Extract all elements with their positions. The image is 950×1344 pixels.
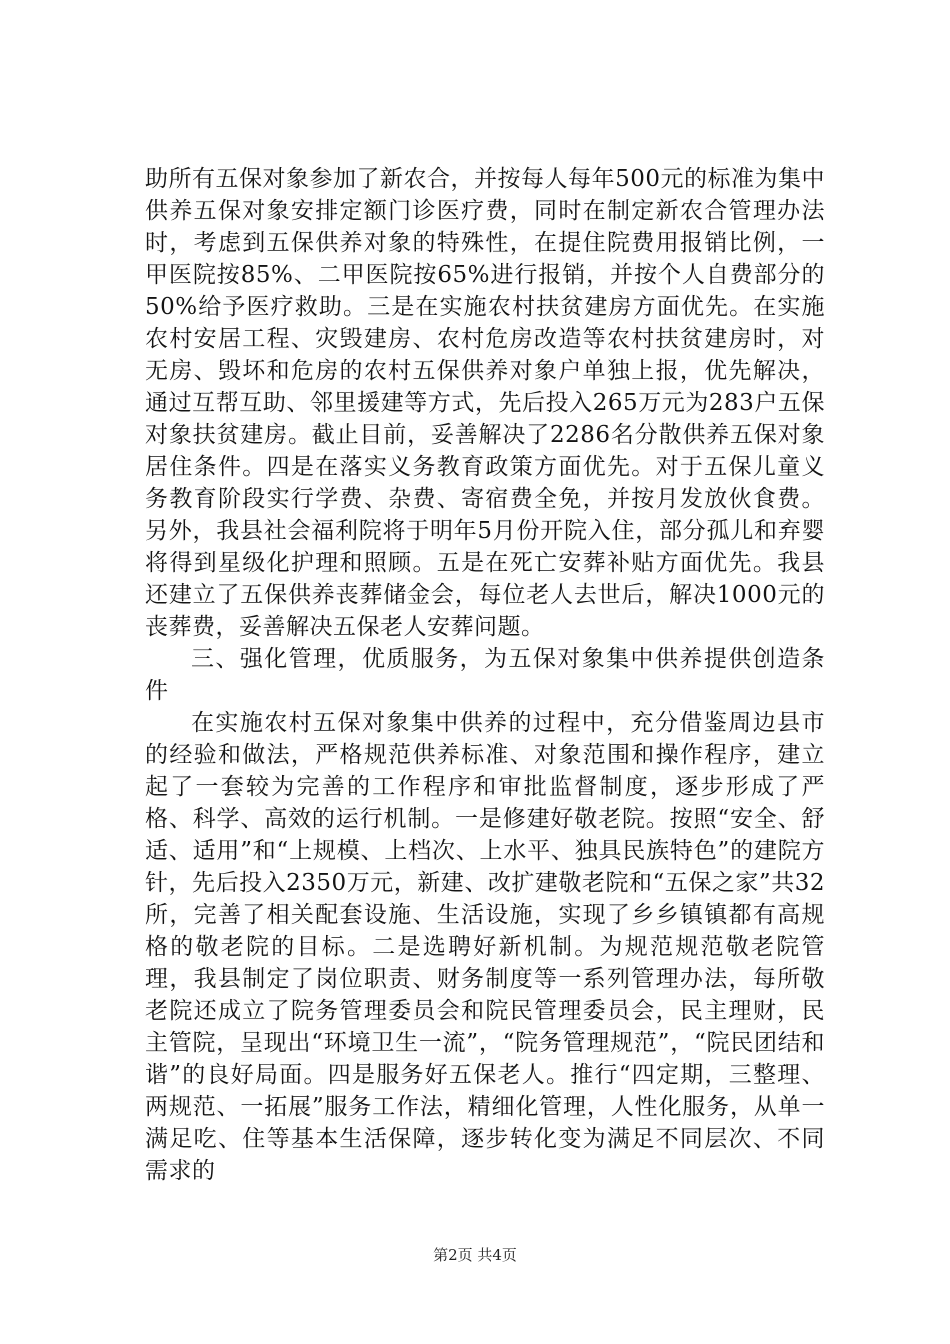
paragraph-continuation: 助所有五保对象参加了新农合，并按每人每年500元的标准为集中供养五保对象安排定额门诊医疗费，同时在制定新农合管理办法时，考虑到五保供养对象的特殊性，在提住院费用报销比例，一甲医院按85%、二甲医院按65%进行报销，并按个人自费部分的50%给予医疗救助。三是在实施农村扶贫建房方面优先。在实施农村安居工程、灾毁建房、农村危房改造等农村扶贫建房时，对无房、毁坏和危房的农村五保供养对象户单独上报，优先解决，通过互帮互助、邻里援建等方式，先后投入265万元为283户五保对象扶贫建房。截止目前，妥善解决了2286名分散供养五保对象居住条件。四是在落实义务教育政策方面优先。对于五保儿童义务教育阶段实行学费、杂费、寄宿费全免，并按月发放伙食费。另外，我县社会福利院将于明年5月份开院入住，部分孤儿和弃婴将得到星级化护理和照顾。五是在死亡安葬补贴方面优先。我县还建立了五保供养丧葬储金会，每位老人去世后，解决1000元的丧葬费，妥善解决五保老人安葬问题。 xyxy=(145,166,825,640)
page-footer: 第2页 共4页 xyxy=(433,1246,517,1264)
document-body xyxy=(145,163,825,1187)
section-heading: 三、强化管理，优质服务，为五保对象集中供养提供创造条件 xyxy=(145,646,825,704)
paragraph-body: 在实施农村五保对象集中供养的过程中，充分借鉴周边县市的经验和做法，严格规范供养标准、对象范围和操作程序，建立起了一套较为完善的工作程序和审批监督制度，逐步形成了严格、科学、高效的运行机制。一是修建好敬老院。按照“安全、舒适、适用”和“上规模、上档次、上水平、独具民族特色”的建院方针，先后投入2350万元，新建、改扩建敬老院和“五保之家”共32所，完善了相关配套设施、生活设施，实现了乡乡镇镇都有高规格的敬老院的目标。二是选聘好新机制。为规范规范敬老院管理，我县制定了岗位职责、财务制度等一系列管理办法，每所敬老院还成立了院务管理委员会和院民管理委员会，民主理财，民主管院，呈现出“环境卫生一流”，“院务管理规范”，“院民团结和谐”的良好局面。四是服务好五保老人。推行“四定期，三整理、两规范、一拓展”服务工作法，精细化管理，人性化服务，从单一满足吃、住等基本生活保障，逐步转化变为满足不同层次、不同需求的 xyxy=(145,710,825,1184)
